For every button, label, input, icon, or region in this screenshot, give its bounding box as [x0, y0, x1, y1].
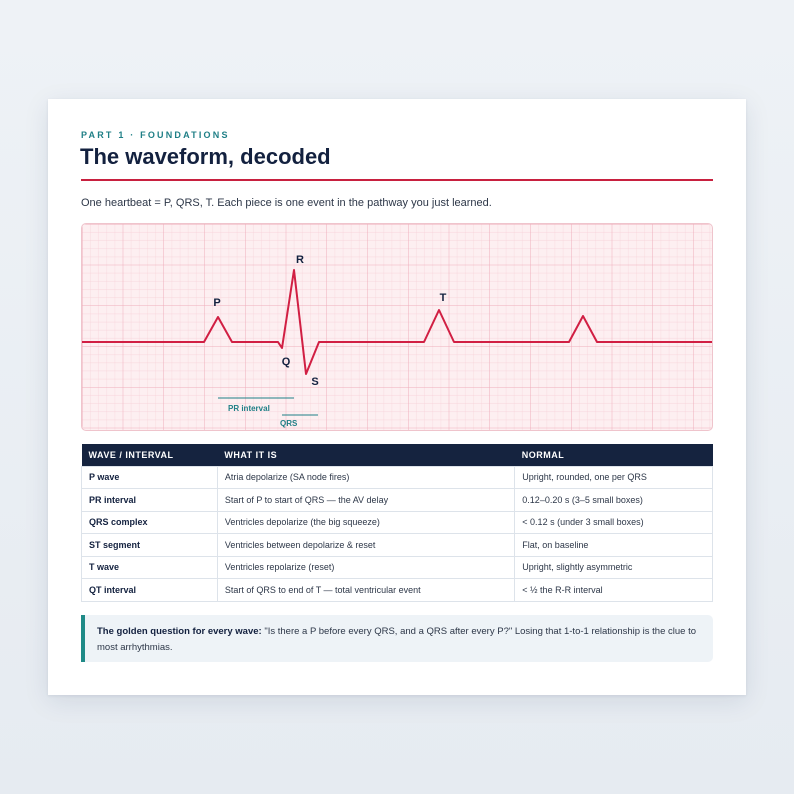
t-wave-label: T [439, 292, 447, 304]
table-header-row [82, 444, 713, 466]
table-row [82, 511, 713, 534]
normal-cell: Upright, slightly asymmetric [515, 556, 713, 579]
wave-cell: T wave [82, 556, 218, 579]
wave-cell: QT interval [82, 579, 218, 602]
wave-cell: ST segment [82, 534, 218, 557]
s-wave-label: S [311, 376, 319, 388]
normal-cell: < ½ the R-R interval [515, 579, 713, 602]
what-cell: Ventricles between depolarize & reset [217, 534, 514, 557]
title-divider [81, 179, 713, 181]
lesson-card [48, 99, 746, 695]
table-row [82, 579, 713, 602]
callout-lead: The golden question for every wave: [97, 626, 262, 637]
ecg-strip [81, 223, 713, 431]
pr-interval-label: PR interval [228, 404, 270, 413]
section-eyebrow: PART 1 · FOUNDATIONS [81, 130, 230, 140]
q-wave-label: Q [281, 356, 291, 368]
what-cell: Start of P to start of QRS — the AV delay [217, 489, 514, 512]
reference-table [81, 444, 713, 602]
ecg-grid [82, 224, 712, 430]
what-cell: Ventricles depolarize (the big squeeze) [217, 511, 514, 534]
table-row [82, 534, 713, 557]
table-row [82, 489, 713, 512]
table-row [82, 466, 713, 489]
what-cell: Atria depolarize (SA node fires) [217, 466, 514, 489]
ecg-graph [82, 224, 712, 430]
wave-cell: QRS complex [82, 511, 218, 534]
wave-cell: PR interval [82, 489, 218, 512]
p-wave-label: P [213, 297, 221, 309]
r-wave-label: R [296, 254, 304, 266]
normal-cell: 0.12–0.20 s (3–5 small boxes) [515, 489, 713, 512]
table-row [82, 556, 713, 579]
normal-cell: Upright, rounded, one per QRS [515, 466, 713, 489]
callout-body: "Is there a P before every QRS, and a QRS after every P?" Losing that 1-to-1 relationship is the clue to most arrhythmias. [97, 626, 696, 653]
intro-text: One heartbeat = P, QRS, T. Each piece is one event in the pathway you just learned. [81, 197, 492, 209]
normal-cell: < 0.12 s (under 3 small boxes) [515, 511, 713, 534]
what-cell: Start of QRS to end of T — total ventricular event [217, 579, 514, 602]
normal-cell: Flat, on baseline [515, 534, 713, 557]
qrs-duration-label: QRS [280, 419, 298, 428]
page-title: The waveform, decoded [80, 144, 331, 169]
wave-cell: P wave [82, 466, 218, 489]
column-header-normal: NORMAL [515, 444, 713, 466]
key-takeaway-callout [81, 615, 713, 662]
column-header-wave: WAVE / INTERVAL [82, 444, 218, 466]
column-header-what: WHAT IT IS [217, 444, 514, 466]
what-cell: Ventricles repolarize (reset) [217, 556, 514, 579]
